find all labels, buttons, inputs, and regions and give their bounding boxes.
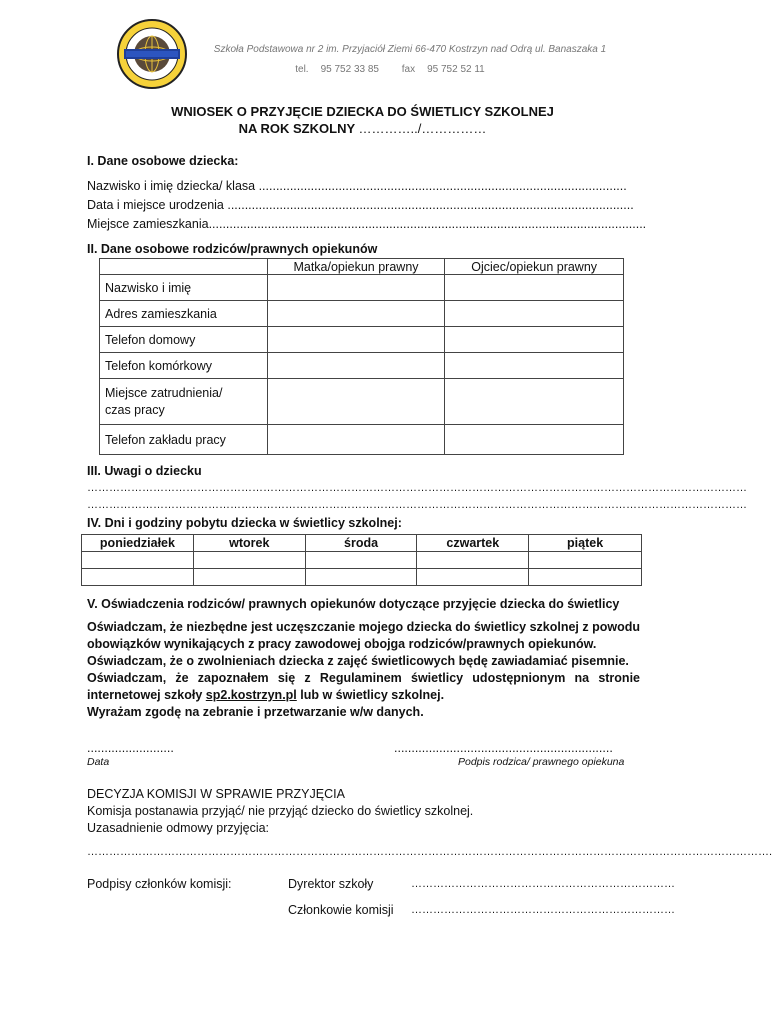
- father-mobile-cell[interactable]: [445, 353, 624, 379]
- declarations: [87, 619, 640, 721]
- day-hours-cell[interactable]: [305, 552, 417, 569]
- mother-address-cell[interactable]: [267, 301, 445, 327]
- parents-col-mother: Matka/opiekun prawny: [267, 259, 445, 275]
- child-notes-line-2[interactable]: ………………………………………………………………………………………………………………………………………………………………: [87, 499, 747, 511]
- members-signature-field[interactable]: ………………………………………………………………: [411, 904, 675, 916]
- section-3-heading: III. Uwagi o dziecku: [87, 464, 202, 478]
- parents-row-label: Telefon zakładu pracy: [100, 425, 268, 455]
- decision-line: Komisja postanawia przyjąć/ nie przyjąć dziecko do świetlicy szkolnej.: [87, 804, 474, 818]
- mother-name-cell[interactable]: [267, 275, 445, 301]
- parents-row-label-workplace: [100, 379, 268, 425]
- declaration-3-text: Oświadczam, że zapoznałem się z Regulaminem świetlicy udostępnionym na stronie internetowej szkoły: [87, 671, 640, 702]
- school-website-link[interactable]: sp2.kostrzyn.pl: [205, 688, 297, 702]
- director-signature-field[interactable]: ………………………………………………………………: [411, 878, 675, 890]
- father-phone-cell[interactable]: [445, 327, 624, 353]
- declaration-3-tail: lub w świetlicy szkolnej.: [296, 688, 445, 702]
- school-year-field[interactable]: …………../……………: [358, 121, 487, 136]
- day-monday: poniedziałek: [82, 535, 194, 552]
- day-hours-cell[interactable]: [529, 552, 642, 569]
- parent-signature-field[interactable]: ...............................................................: [394, 741, 613, 755]
- father-name-cell[interactable]: [445, 275, 624, 301]
- fax-label: fax: [401, 64, 416, 75]
- mother-mobile-cell[interactable]: [267, 353, 445, 379]
- parents-row-label: Telefon domowy: [100, 327, 268, 353]
- school-logo: [116, 18, 188, 90]
- mother-phone-cell[interactable]: [267, 327, 445, 353]
- days-table: [81, 534, 642, 586]
- section-4-heading: IV. Dni i godziny pobytu dziecka w świetlicy szkolnej:: [87, 516, 402, 530]
- day-wednesday: środa: [305, 535, 417, 552]
- form-title: WNIOSEK O PRZYJĘCIE DZIECKA DO ŚWIETLICY SZKOLNEJ: [171, 104, 554, 119]
- day-hours-cell[interactable]: [305, 569, 417, 586]
- child-birth-field[interactable]: Data i miejsce urodzenia .....................................................................................................................: [87, 198, 634, 212]
- date-label: Data: [87, 756, 110, 768]
- decision-heading: DECYZJA KOMISJI W SPRAWIE PRZYJĘCIA: [87, 787, 345, 801]
- father-address-cell[interactable]: [445, 301, 624, 327]
- section-5-heading: V. Oświadczenia rodziców/ prawnych opiekunów dotyczące przyjęcie dziecka do świetlicy: [87, 597, 620, 611]
- mother-workphone-cell[interactable]: [267, 425, 445, 455]
- committee-members-label: Członkowie komisji: [288, 903, 394, 917]
- section-1-heading: I. Dane osobowe dziecka:: [87, 154, 239, 168]
- parents-col-father: Ojciec/opiekun prawny: [445, 259, 624, 275]
- child-name-field[interactable]: Nazwisko i imię dziecka/ klasa ..........................................................................................................: [87, 179, 627, 193]
- parents-row-label: Nazwisko i imię: [100, 275, 268, 301]
- declaration-3: [87, 670, 640, 704]
- director-label: Dyrektor szkoły: [288, 877, 374, 891]
- day-hours-cell[interactable]: [193, 552, 305, 569]
- father-workphone-cell[interactable]: [445, 425, 624, 455]
- school-address: Szkoła Podstawowa nr 2 im. Przyjaciół Ziemi 66-470 Kostrzyn nad Odrą ul. Banaszaka 1: [213, 44, 607, 55]
- section-2-heading: II. Dane osobowe rodziców/prawnych opiekunów: [87, 242, 378, 256]
- child-notes-line-1[interactable]: ………………………………………………………………………………………………………………………………………………………………: [87, 482, 747, 494]
- declaration-1: Oświadczam, że niezbędne jest uczęszczanie mojego dziecka do świetlicy szkolnej z powodu obowiązków wynikających z pracy zawodowej obojga rodziców/prawnych opiekunów.: [87, 620, 640, 651]
- day-hours-cell[interactable]: [193, 569, 305, 586]
- workplace-label-line2: czas pracy: [105, 402, 165, 417]
- day-friday: piątek: [529, 535, 642, 552]
- mother-workplace-cell[interactable]: [267, 379, 445, 425]
- parents-row-label: Adres zamieszkania: [100, 301, 268, 327]
- day-thursday: czwartek: [417, 535, 529, 552]
- fax-number: 95 752 52 11: [427, 64, 485, 75]
- declaration-2: Oświadczam, że o zwolnieniach dziecka z zajęć świetlicowych będę zawiadamiać pisemnie.: [87, 654, 629, 668]
- form-subtitle: [0, 121, 725, 136]
- school-year-label: NA ROK SZKOLNY: [238, 121, 355, 136]
- declaration-4: Wyrażam zgodę na zebranie i przetwarzanie w/w danych.: [87, 705, 424, 719]
- tel-number: 95 752 33 85: [320, 64, 379, 75]
- parents-row-label: Telefon komórkowy: [100, 353, 268, 379]
- day-hours-cell[interactable]: [417, 552, 529, 569]
- parents-col-empty: [100, 259, 268, 275]
- tel-label: tel.: [295, 64, 309, 75]
- day-hours-cell[interactable]: [529, 569, 642, 586]
- day-tuesday: wtorek: [193, 535, 305, 552]
- refusal-reason-label: Uzasadnienie odmowy przyjęcia:: [87, 821, 270, 835]
- day-hours-cell[interactable]: [82, 569, 194, 586]
- committee-signatures-label: Podpisy członków komisji:: [87, 877, 232, 891]
- workplace-label-line1: Miejsce zatrudnienia/: [105, 385, 223, 400]
- parents-table: [99, 258, 624, 455]
- refusal-reason-field[interactable]: …………………………………………………………………………………………………………………………………………………………………….: [87, 846, 772, 858]
- child-address-field[interactable]: Miejsce zamieszkania..............................................................................................................................: [87, 217, 647, 231]
- school-contact: [200, 64, 580, 75]
- day-hours-cell[interactable]: [417, 569, 529, 586]
- signature-label: Podpis rodzica/ prawnego opiekuna: [458, 756, 625, 768]
- father-workplace-cell[interactable]: [445, 379, 624, 425]
- day-hours-cell[interactable]: [82, 552, 194, 569]
- date-field[interactable]: .........................: [87, 741, 174, 755]
